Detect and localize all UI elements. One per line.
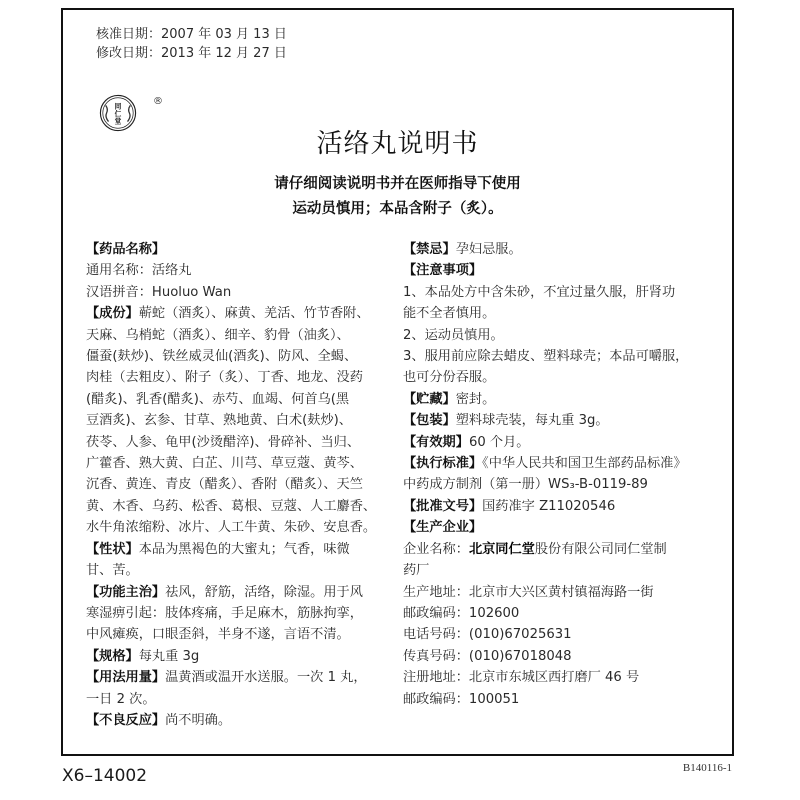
spec-text: 每丸重 3g <box>138 648 200 664</box>
postal-code-2: 邮政编码：100051 <box>403 691 520 707</box>
indications-line: 寒湿痹引起：肢体疼痛，手足麻木，筋脉拘挛， <box>86 605 363 621</box>
ingredients-line: 黄、木香、乌药、松香、葛根、豆蔻、人工麝香、 <box>86 498 377 514</box>
pinyin-name: 汉语拼音：Huoluo Wan <box>86 284 232 300</box>
revision-date-label: 修改日期： <box>96 46 162 61</box>
drug-name-heading: 【药品名称】 <box>86 242 166 257</box>
spec-heading: 【规格】 <box>86 648 139 664</box>
approval-date-label: 核准日期： <box>96 27 162 42</box>
left-column <box>86 239 396 731</box>
contraindications-text: 孕妇忌服。 <box>455 242 522 257</box>
precaution-line: 2、运动员慎用。 <box>403 327 504 343</box>
right-column <box>403 239 721 710</box>
ingredients-line: 僵蚕(麸炒)、铁丝威灵仙(酒炙)、防风、全蝎、 <box>86 349 358 365</box>
properties-line <box>86 539 396 560</box>
precaution-line: 也可分份吞服。 <box>403 370 496 386</box>
svg-text:同: 同 <box>114 102 122 111</box>
ingredients-heading: 【成份】 <box>86 306 139 322</box>
usage-notice: 请仔细阅读说明书并在医师指导下使用 <box>274 176 521 192</box>
standard-line-2: 中药成方制剂（第一册）WS₃-B-0119-89 <box>403 477 648 493</box>
storage-heading: 【贮藏】 <box>403 391 456 407</box>
ingredients-line: 肉桂（去粗皮）、附子（炙）、丁香、地龙、没药 <box>86 370 363 386</box>
fax-number: 传真号码：(010)67018048 <box>403 648 572 664</box>
registered-address: 注册地址：北京市东城区西打磨厂 46 号 <box>403 670 640 686</box>
package-text: 塑料球壳装，每丸重 3g。 <box>455 413 609 429</box>
ingredients-line: (醋炙)、乳香(醋炙)、赤芍、血竭、何首乌(黑 <box>86 391 350 407</box>
postal-code-1: 邮政编码：102600 <box>403 605 520 621</box>
company-name-line-2: 药厂 <box>403 563 430 579</box>
company-name-line <box>403 539 721 560</box>
ingredients-line: 茯苓、人参、龟甲(沙烫醋淬)、骨碎补、当归、 <box>86 434 361 450</box>
svg-text:堂: 堂 <box>114 117 122 126</box>
standard-heading: 【执行标准】 <box>403 456 483 472</box>
ingredients-line: 水牛角浓缩粉、冰片、人工牛黄、朱砂、安息香。 <box>86 520 377 536</box>
svg-text:仁: 仁 <box>114 109 122 118</box>
adverse-text: 尚不明确。 <box>165 712 232 728</box>
adverse-line <box>86 710 396 731</box>
registered-mark: ® <box>153 96 163 107</box>
ingredients-line: 沉香、黄连、青皮（醋炙）、香附（醋炙）、天竺 <box>86 477 363 493</box>
manufacturer-heading: 【生产企业】 <box>403 520 483 536</box>
precaution-line: 3、服用前应除去蜡皮、塑料球壳；本品可嚼服， <box>403 349 689 365</box>
company-label: 企业名称： <box>403 541 469 557</box>
properties-text: 本品为黑褐色的大蜜丸；气香，味微 <box>138 541 350 557</box>
revision-date: 2013 年 12 月 27 日 <box>161 46 287 61</box>
dosage-text: 温黄酒或温开水送服。一次 1 丸， <box>165 670 367 686</box>
generic-name: 通用名称：活络丸 <box>86 263 192 279</box>
contraindications-heading: 【禁忌】 <box>403 242 456 257</box>
revision-date-line <box>96 44 287 63</box>
company-brand: 北京同仁堂 <box>468 541 535 557</box>
footer-code-right: B140116-1 <box>682 762 732 774</box>
indications-line: 中风瘫痪，口眼歪斜，半身不遂，言语不清。 <box>86 627 350 643</box>
storage-text: 密封。 <box>455 391 496 407</box>
dates-block <box>96 25 287 63</box>
dosage-line <box>86 667 396 688</box>
athlete-warning: 运动员慎用；本品含附子（炙）。 <box>292 201 503 217</box>
validity-heading: 【有效期】 <box>403 434 469 450</box>
ingredients-line: 豆酒炙)、玄参、甘草、熟地黄、白术(麸炒)、 <box>86 413 352 429</box>
precautions-heading: 【注意事项】 <box>403 263 483 279</box>
indications-text: 祛风，舒筋，活络，除湿。用于风 <box>165 584 363 600</box>
storage-line <box>403 389 721 410</box>
standard-text: 《中华人民共和国卫生部药品标准》 <box>482 456 687 472</box>
precaution-line: 1、本品处方中含朱砂，不宜过量久服，肝肾功 <box>403 284 676 300</box>
contraindications-line <box>403 239 721 260</box>
ingredients-line <box>86 303 396 324</box>
indications-heading: 【功能主治】 <box>86 584 166 600</box>
precaution-line: 能不全者慎用。 <box>403 306 496 322</box>
approval-date-line <box>96 25 287 44</box>
package-line <box>403 410 721 431</box>
approval-date: 2007 年 03 月 13 日 <box>161 27 287 42</box>
phone-number: 电话号码：(010)67025631 <box>403 627 572 643</box>
approval-number-heading: 【批准文号】 <box>403 498 483 514</box>
indications-line <box>86 582 396 603</box>
leaflet-frame <box>61 8 734 756</box>
approval-number: 国药准字 Z11020546 <box>482 498 616 514</box>
ingredients-line: 天麻、乌梢蛇（酒炙）、细辛、豹骨（油炙）、 <box>86 327 350 343</box>
dosage-line: 一日 2 次。 <box>86 691 156 707</box>
properties-heading: 【性状】 <box>86 541 139 557</box>
document-title: 活络丸说明书 <box>316 129 479 159</box>
standard-line <box>403 453 721 474</box>
adverse-heading: 【不良反应】 <box>86 712 166 728</box>
properties-line: 甘、苦。 <box>86 563 139 579</box>
validity-line <box>403 432 721 453</box>
footer-code-left: X6–14002 <box>62 766 148 786</box>
approval-number-line <box>403 496 721 517</box>
validity-text: 60 个月。 <box>468 434 530 450</box>
dosage-heading: 【用法用量】 <box>86 670 166 686</box>
spec-line <box>86 646 396 667</box>
company-name-rest: 股份有限公司同仁堂制 <box>534 541 667 557</box>
ingredients-text: 蕲蛇（酒炙）、麻黄、羌活、竹节香附、 <box>138 306 370 322</box>
ingredients-line: 广藿香、熟大黄、白芷、川芎、草豆蔻、黄芩、 <box>86 456 363 472</box>
production-address: 生产地址：北京市大兴区黄村镇福海路一街 <box>403 584 654 600</box>
package-heading: 【包装】 <box>403 413 456 429</box>
